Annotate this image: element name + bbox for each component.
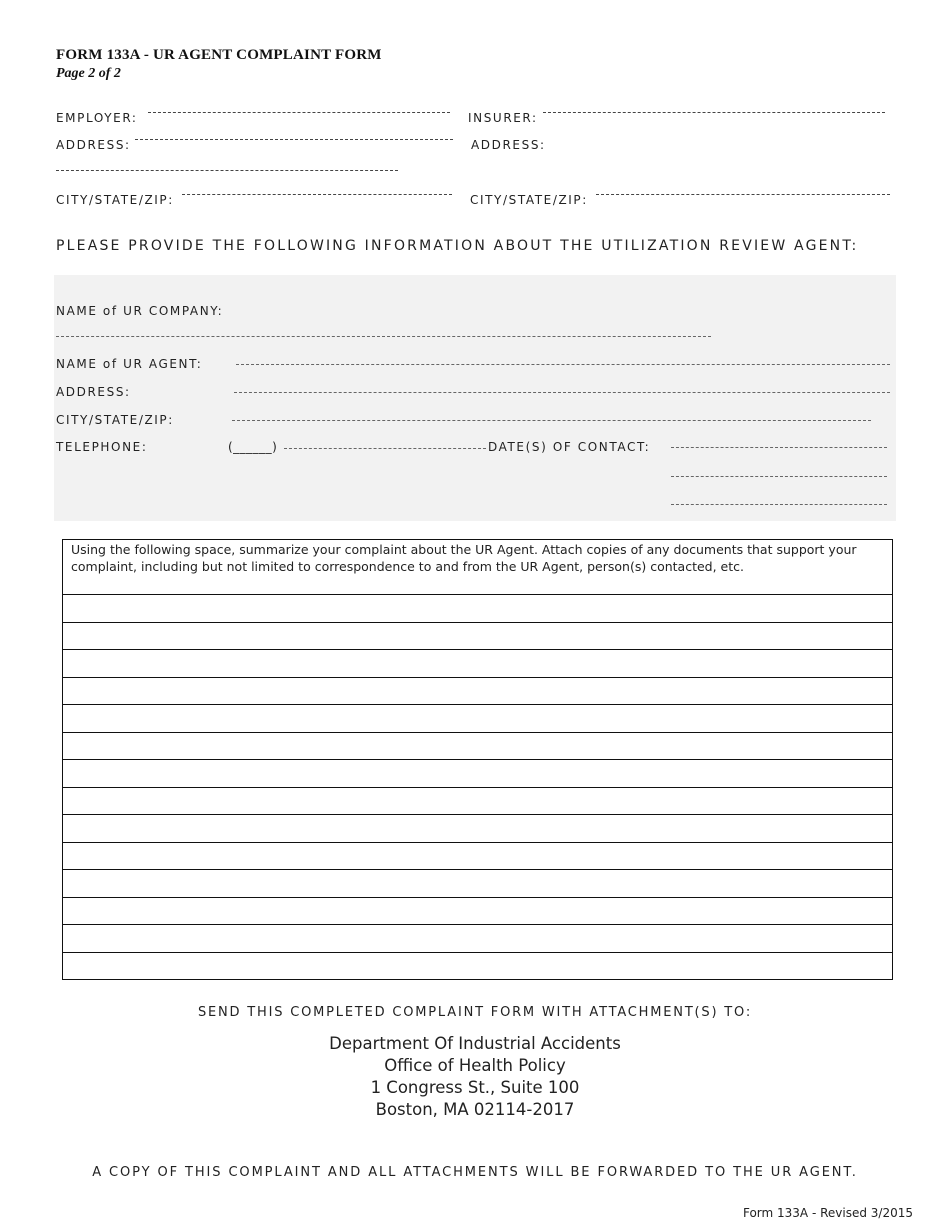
ur-agent-name-field[interactable]	[236, 364, 890, 365]
forwarding-notice: A COPY OF THIS COMPLAINT AND ALL ATTACHMENTS WILL BE FORWARDED TO THE UR AGENT.	[92, 1165, 858, 1180]
mailing-address-line-2: Office of Health Policy	[384, 1056, 566, 1075]
insurer-city-state-zip-label: CITY/STATE/ZIP:	[470, 193, 588, 207]
mailing-address-line-1: Department Of Industrial Accidents	[329, 1034, 621, 1053]
complaint-line-13[interactable]	[63, 925, 893, 953]
page-indicator: Page 2 of 2	[56, 66, 121, 81]
complaint-line-8[interactable]	[63, 787, 893, 815]
insurer-address-label: ADDRESS:	[471, 138, 546, 152]
form-revision-footer: Form 133A - Revised 3/2015	[742, 1206, 913, 1220]
complaint-line-1[interactable]	[63, 595, 893, 623]
telephone-number-field[interactable]	[284, 448, 486, 449]
employer-field[interactable]	[148, 112, 450, 113]
insurer-city-state-zip-field[interactable]	[596, 194, 890, 195]
mailing-address-line-4: Boston, MA 02114-2017	[375, 1100, 575, 1119]
complaint-line-10[interactable]	[63, 842, 893, 870]
ur-agent-city-state-zip-label: CITY/STATE/ZIP:	[56, 413, 174, 427]
telephone-area-code-field[interactable]: (______)	[228, 440, 278, 454]
employer-label: EMPLOYER:	[56, 111, 138, 125]
form-title: FORM 133A - UR AGENT COMPLAINT FORM	[56, 47, 382, 63]
ur-agent-name-label: NAME of UR AGENT:	[56, 357, 203, 371]
employer-city-state-zip-field[interactable]	[182, 194, 452, 195]
dates-of-contact-label: DATE(S) OF CONTACT:	[488, 440, 651, 454]
ur-company-field[interactable]	[56, 336, 711, 337]
employer-address-field[interactable]	[135, 139, 453, 140]
mailing-address-line-3: 1 Congress St., Suite 100	[370, 1078, 580, 1097]
complaint-line-9[interactable]	[63, 815, 893, 843]
complaint-line-5[interactable]	[63, 705, 893, 733]
ur-company-label: NAME of UR COMPANY:	[56, 304, 224, 318]
ur-agent-telephone-label: TELEPHONE:	[56, 440, 148, 454]
employer-address-label: ADDRESS:	[56, 138, 131, 152]
complaint-line-4[interactable]	[63, 677, 893, 705]
complaint-line-11[interactable]	[63, 870, 893, 898]
complaint-line-12[interactable]	[63, 897, 893, 925]
complaint-line-3[interactable]	[63, 650, 893, 678]
ur-agent-city-state-zip-field[interactable]	[232, 420, 871, 421]
mailing-instruction: SEND THIS COMPLETED COMPLAINT FORM WITH ATTACHMENT(S) TO:	[197, 1005, 753, 1020]
ur-agent-address-field[interactable]	[234, 392, 890, 393]
complaint-line-6[interactable]	[63, 732, 893, 760]
ur-agent-section-heading: PLEASE PROVIDE THE FOLLOWING INFORMATION ABOUT THE UTILIZATION REVIEW AGENT:	[56, 238, 859, 254]
employer-city-state-zip-label: CITY/STATE/ZIP:	[56, 193, 174, 207]
date-of-contact-field-3[interactable]	[671, 504, 887, 505]
ur-agent-address-label: ADDRESS:	[56, 385, 131, 399]
complaint-instructions: Using the following space, summarize your complaint about the UR Agent. Attach copies of any documents that support your complaint, including but not limited to correspondence to and from the UR Agent, person(s) contacted, etc.	[63, 540, 893, 595]
insurer-field[interactable]	[543, 112, 885, 113]
complaint-line-2[interactable]	[63, 622, 893, 650]
complaint-line-7[interactable]	[63, 760, 893, 788]
mailing-address	[0, 1033, 950, 1121]
insurer-label: INSURER:	[468, 111, 538, 125]
date-of-contact-field-1[interactable]	[671, 447, 887, 448]
date-of-contact-field-2[interactable]	[671, 476, 887, 477]
complaint-line-14[interactable]	[63, 952, 893, 980]
complaint-summary-table	[62, 539, 893, 980]
employer-address-line2-field[interactable]	[56, 170, 398, 171]
insurer-address-field[interactable]	[555, 132, 885, 182]
